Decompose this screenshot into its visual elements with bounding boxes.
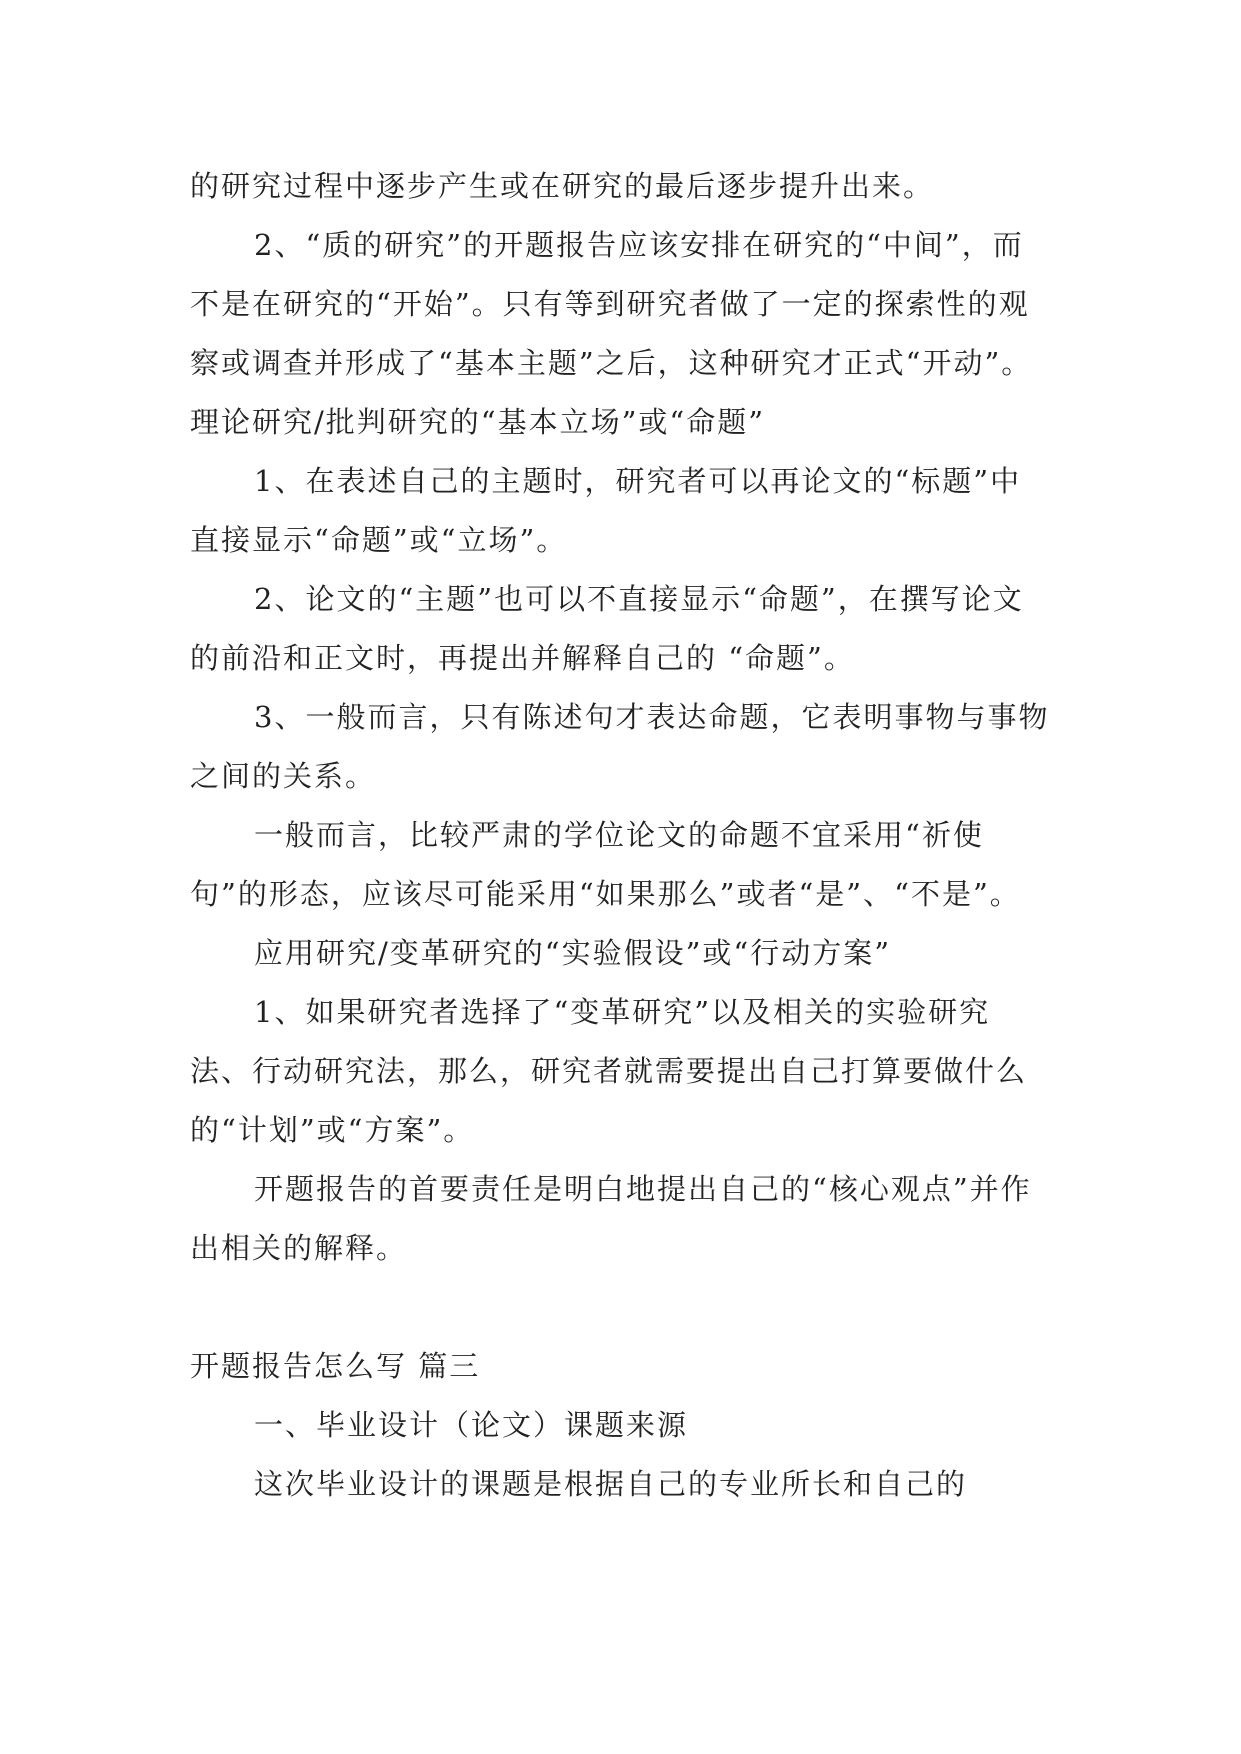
paragraph-core-viewpoint: 开题报告的首要责任是明白地提出自己的“核心观点”并作出相关的解释。	[190, 1172, 1032, 1265]
paragraph-continuation: 的研究过程中逐步产生或在研究的最后逐步提升出来。	[190, 169, 935, 203]
paragraph-qualitative-research: 2、“质的研究”的开题报告应该安排在研究的“中间”，而不是在研究的“开始”。只有等到研究者做了一定的探索性的观察或调查并形成了“基本主题”之后，这种研究才正式“开动”。 理论研究/批判研究的“基本立场”或“命题”	[190, 228, 1033, 439]
paragraph-applied-research: 应用研究/变革研究的“实验假设”或“行动方案”	[254, 936, 892, 970]
paragraph-title-proposition: 1、在表述自己的主题时，研究者可以再论文的“标题”中直接显示“命题”或“立场”。	[190, 464, 1022, 557]
paragraph-reform-research: 1、如果研究者选择了“变革研究”以及相关的实验研究法、行动研究法，那么，研究者就需要提出自己打算要做什么的“计划”或“方案”。	[190, 995, 1028, 1147]
section-paragraph-topic: 这次毕业设计的课题是根据自己的专业所长和自己的	[254, 1467, 968, 1501]
document-body	[190, 157, 1050, 1514]
section-spacer	[190, 1278, 1050, 1337]
paragraph-theme-proposition: 2、论文的“主题”也可以不直接显示“命题”，在撰写论文的前沿和正文时，再提出并解释自己的 “命题”。	[190, 582, 1024, 675]
section-heading: 开题报告怎么写 篇三	[190, 1349, 481, 1383]
section-item-topic-source: 一、毕业设计（论文）课题来源	[254, 1408, 689, 1442]
paragraph-declarative: 3、一般而言，只有陈述句才表达命题，它表明事物与事物之间的关系。	[190, 700, 1050, 793]
paragraph-degree-thesis: 一般而言，比较严肃的学位论文的命题不宜采用“祈使句”的形态，应该尽可能采用“如果那么”或者“是”、“不是”。	[190, 818, 1021, 911]
